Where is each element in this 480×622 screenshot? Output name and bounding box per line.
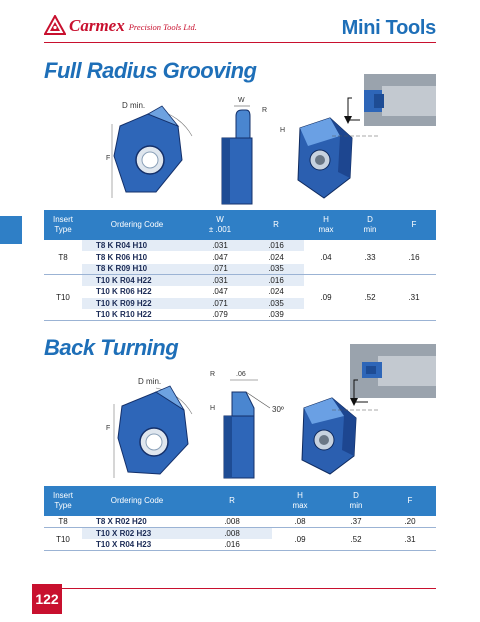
footer-divider <box>44 588 436 589</box>
h-cell: .08 <box>272 516 328 528</box>
col-header-d: D min <box>348 210 392 240</box>
d-cell: .37 <box>328 516 384 528</box>
ordering-code-cell: T10 K R10 H22 <box>82 309 192 321</box>
ordering-code-cell: T10 K R06 H22 <box>82 286 192 298</box>
h-cell: .04 <box>304 240 348 275</box>
r-cell: .039 <box>248 309 304 321</box>
side-tab-marker <box>0 216 22 244</box>
header-divider <box>44 42 436 43</box>
page-header <box>0 0 480 50</box>
col-header-h: H max <box>272 486 328 516</box>
col-header-f: F <box>392 210 436 240</box>
f-cell: .20 <box>384 516 436 528</box>
table-row <box>44 528 436 540</box>
ordering-code-cell: T10 K R09 H22 <box>82 298 192 310</box>
r-cell: .016 <box>192 539 272 551</box>
table-row <box>44 240 436 252</box>
section-title-back-turning: Back Turning <box>44 335 179 360</box>
table-header-row <box>44 486 436 516</box>
d-cell: .52 <box>348 275 392 321</box>
col-header-w: W ± .001 <box>192 210 248 240</box>
w-cell: .047 <box>192 286 248 298</box>
d-cell: .52 <box>328 528 384 551</box>
r-cell: .008 <box>192 516 272 528</box>
r-cell: .035 <box>248 298 304 310</box>
ordering-code-cell: T8 K R06 H10 <box>82 252 192 264</box>
col-header-h: H max <box>304 210 348 240</box>
w-label: W <box>238 97 245 104</box>
h-label: H <box>210 405 216 412</box>
brand-subtitle: Precision Tools Ltd. <box>128 22 197 32</box>
h-label: H <box>280 127 286 134</box>
back-turning-insert-front-diagram <box>100 374 210 482</box>
w-cell: .079 <box>192 309 248 321</box>
r-cell: .035 <box>248 263 304 275</box>
f-label: F <box>106 155 111 162</box>
grooving-insert-front-diagram <box>96 96 208 204</box>
w-cell: .047 <box>192 252 248 264</box>
w-cell: .071 <box>192 298 248 310</box>
back-turning-application-diagram <box>330 340 438 422</box>
h-cell: .09 <box>272 528 328 551</box>
r-label: R <box>262 107 268 114</box>
f-cell: .16 <box>392 240 436 275</box>
ordering-code-cell: T10 K R04 H22 <box>82 275 192 287</box>
ordering-code-cell: T8 K R04 H10 <box>82 240 192 252</box>
col-header-r: R <box>192 486 272 516</box>
ordering-code-cell: T8 X R02 H20 <box>82 516 192 528</box>
page-heading: Mini Tools <box>341 17 436 39</box>
grooving-spec-table <box>44 210 436 321</box>
brand-name: Carmex <box>69 16 125 35</box>
col-header-insert-type: Insert Type <box>44 486 82 516</box>
dmin-label: D min. <box>138 377 162 386</box>
section-title-full-radius-grooving: Full Radius Grooving <box>44 58 257 83</box>
col-header-r: R <box>248 210 304 240</box>
r-label: R <box>210 371 216 378</box>
f-cell: .31 <box>384 528 436 551</box>
r-cell: .016 <box>248 240 304 252</box>
r-cell: .008 <box>192 528 272 540</box>
r-cell: .024 <box>248 252 304 264</box>
grooving-insert-side-diagram <box>214 94 292 206</box>
grooving-application-diagram <box>330 70 438 152</box>
r-cell: .024 <box>248 286 304 298</box>
angle-label: 30º <box>272 405 284 414</box>
back-turning-insert-side-diagram <box>206 368 296 480</box>
brand-logo <box>44 15 197 35</box>
ordering-code-cell: T8 K R09 H10 <box>82 263 192 275</box>
ordering-code-cell: T10 X R04 H23 <box>82 539 192 551</box>
col-header-ordering-code: Ordering Code <box>82 210 192 240</box>
col-header-ordering-code: Ordering Code <box>82 486 192 516</box>
page-number: 122 <box>32 584 62 614</box>
insert-type-cell: T8 <box>44 516 82 528</box>
insert-type-cell: T10 <box>44 275 82 321</box>
width-label: .06 <box>236 371 246 378</box>
col-header-d: D min <box>328 486 384 516</box>
table-row <box>44 516 436 528</box>
d-cell: .33 <box>348 240 392 275</box>
col-header-f: F <box>384 486 436 516</box>
w-cell: .031 <box>192 240 248 252</box>
carmex-logo-icon <box>44 15 66 35</box>
f-label: F <box>106 425 111 432</box>
r-cell: .016 <box>248 275 304 287</box>
w-cell: .031 <box>192 275 248 287</box>
ordering-code-cell: T10 X R02 H23 <box>82 528 192 540</box>
dmin-label: D min. <box>122 101 146 110</box>
w-cell: .071 <box>192 263 248 275</box>
col-header-insert-type: Insert Type <box>44 210 82 240</box>
insert-type-cell: T8 <box>44 240 82 275</box>
back-turning-spec-table <box>44 486 436 551</box>
table-header-row <box>44 210 436 240</box>
f-cell: .31 <box>392 275 436 321</box>
insert-type-cell: T10 <box>44 528 82 551</box>
h-cell: .09 <box>304 275 348 321</box>
table-row <box>44 275 436 287</box>
